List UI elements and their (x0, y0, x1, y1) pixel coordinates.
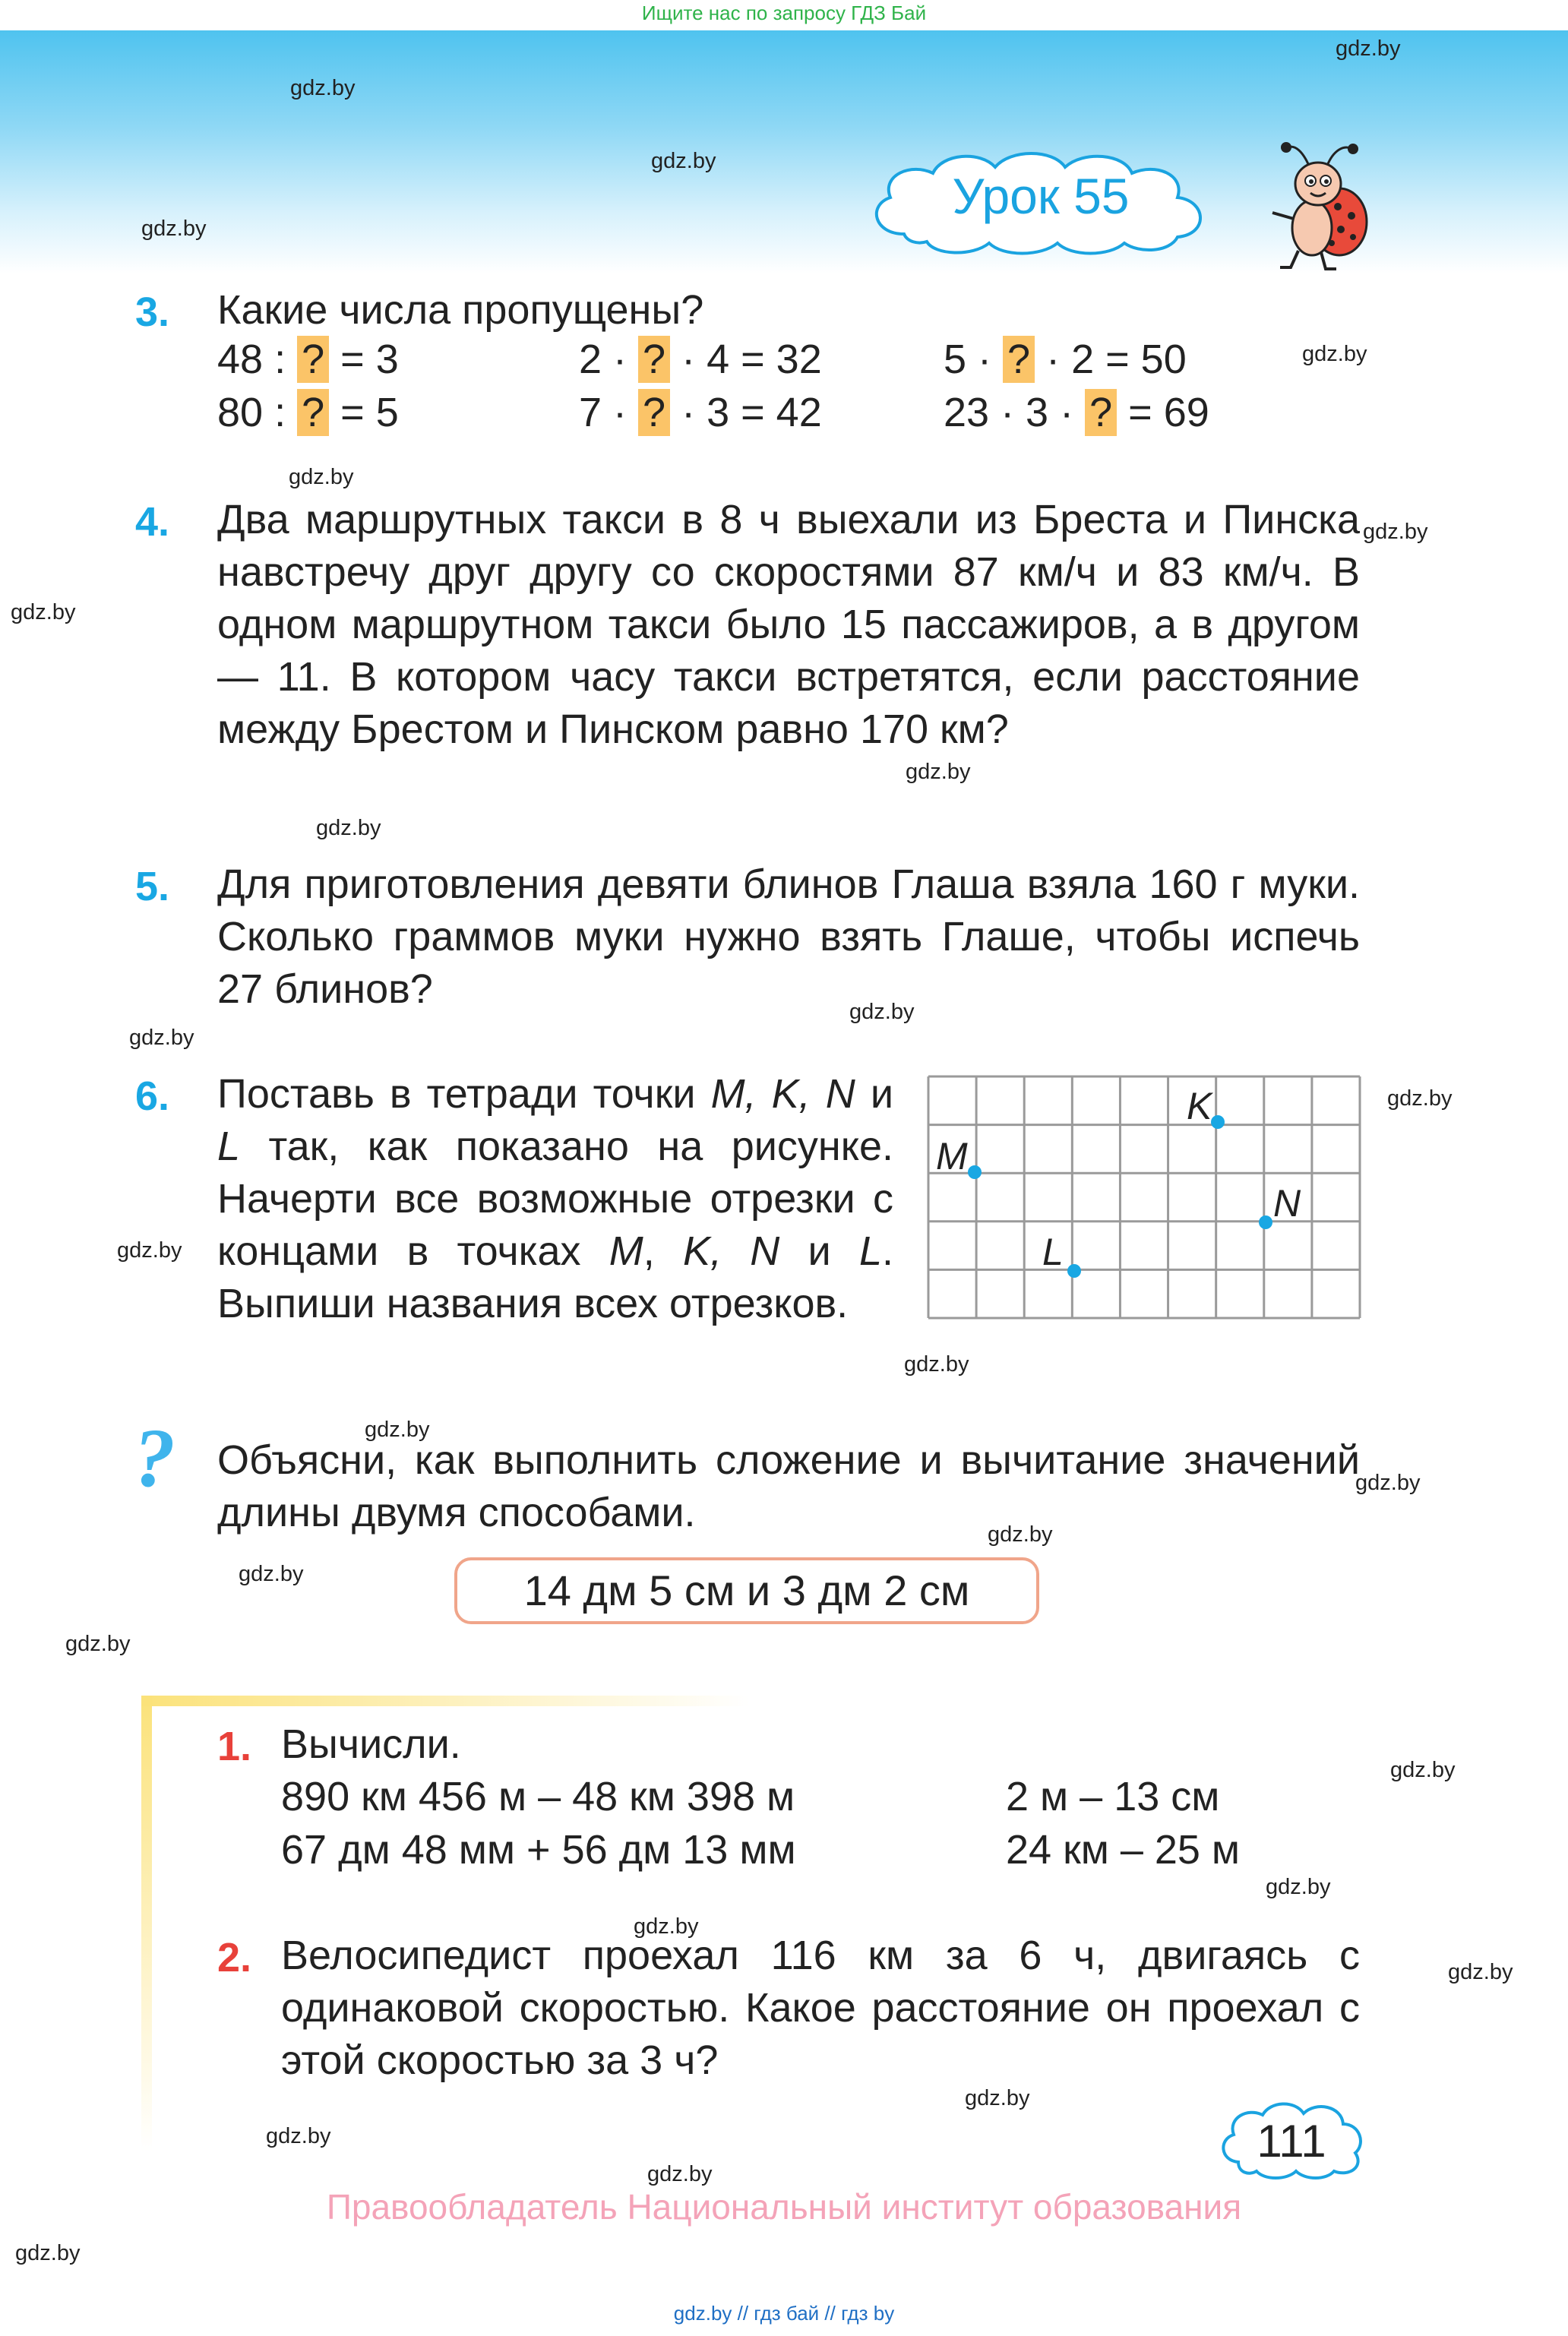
watermark: gdz.by (15, 2241, 81, 2265)
equation: 48 : ? = 3 (217, 337, 399, 382)
watermark: gdz.by (634, 1914, 699, 1939)
watermark: gdz.by (988, 1522, 1053, 1547)
equation: 7 · ? · 3 = 42 (579, 390, 822, 435)
watermark: gdz.by (1387, 1086, 1453, 1111)
task-3-title: Какие числа пропущены? (217, 287, 704, 333)
watermark: gdz.by (129, 1026, 194, 1050)
task-4-text: Два маршрутных такси в 8 ч выехали из Бреста и Пинска навстречу друг другу со скоростями 87 км/ч и 83 км/ч. В одном маршрутном такси было 15 пассажиров, а в другом — 11. В котором часу такси встретятся, если расстояние между Брестом и Пинском равно 170 км? (217, 497, 1360, 752)
missing-number-box: ? (297, 336, 329, 383)
watermark: gdz.by (65, 1632, 131, 1656)
missing-number-box: ? (1085, 389, 1117, 436)
top-search-note[interactable]: Ищите нас по запросу ГДЗ Бай (641, 2, 927, 24)
equation: 23 · 3 · ? = 69 (944, 390, 1209, 435)
watermark: gdz.by (290, 76, 356, 100)
task-6-text: Поставь в тетради точки M, K, N и L так, как показано на рисунке. Начерти все возможные отрезки с концами в точках M, K, N и L. Выпиши названия всех отрезков. (217, 1071, 894, 1326)
question-mark-icon (129, 1421, 198, 1497)
watermark: gdz.by (1448, 1960, 1513, 1984)
watermark: gdz.by (647, 2162, 713, 2186)
watermark: gdz.by (1266, 1875, 1331, 1899)
watermark: gdz.by (11, 600, 76, 624)
svg-text:?: ? (134, 1421, 175, 1497)
review-expression: 890 км 456 м – 48 км 398 м (281, 1774, 795, 1819)
review-1-number: 1. (217, 1724, 252, 1769)
watermark: gdz.by (651, 149, 716, 173)
equation: 2 · ? · 4 = 32 (579, 337, 822, 382)
point-n-label: N (1273, 1182, 1301, 1225)
task-5-number: 5. (135, 864, 170, 909)
watermark: gdz.by (849, 1000, 915, 1024)
missing-number-box: ? (297, 389, 329, 436)
equation: 80 : ? = 5 (217, 390, 399, 435)
watermark: gdz.by (316, 816, 381, 840)
point-l-dot (1067, 1264, 1081, 1278)
page-number: 111 (1257, 2116, 1326, 2167)
point-grid-figure (927, 1075, 1361, 1320)
missing-number-box: ? (1003, 336, 1035, 383)
watermark: gdz.by (141, 217, 207, 241)
watermark: gdz.by (965, 2086, 1030, 2110)
missing-number-box: ? (638, 389, 670, 436)
equation: 5 · ? · 2 = 50 (944, 337, 1187, 382)
watermark: gdz.by (117, 1238, 182, 1263)
watermark: gdz.by (906, 760, 971, 784)
lesson-title: Урок 55 (952, 168, 1130, 224)
point-n-dot (1259, 1215, 1272, 1229)
missing-number-box: ? (638, 336, 670, 383)
task-4-number: 4. (135, 499, 170, 545)
review-expression: 67 дм 48 мм + 56 дм 13 мм (281, 1827, 796, 1873)
watermark: gdz.by (1302, 342, 1367, 366)
task-5-text: Для приготовления девяти блинов Глаша взяла 160 г муки. Сколько граммов муки нужно взять Глаше, чтобы испечь 27 блинов? (217, 861, 1360, 1012)
watermark: gdz.by (1336, 36, 1401, 61)
bottom-nav-links[interactable]: gdz.by // гдз бай // гдз by (673, 2302, 895, 2325)
watermark: gdz.by (1363, 520, 1428, 544)
point-k-label: K (1187, 1085, 1212, 1127)
watermark: gdz.by (266, 2124, 331, 2148)
ladybug-mascot-icon (1265, 137, 1379, 277)
point-m-dot (968, 1165, 982, 1179)
review-expression: 2 м – 13 см (1006, 1774, 1220, 1819)
watermark: gdz.by (239, 1562, 304, 1586)
watermark: gdz.by (1390, 1758, 1456, 1782)
task-6-number: 6. (135, 1073, 170, 1119)
task-3-number: 3. (135, 289, 170, 335)
watermark: gdz.by (904, 1352, 969, 1377)
point-k-dot (1211, 1115, 1225, 1129)
watermark: gdz.by (289, 465, 354, 489)
point-l-label: L (1042, 1231, 1064, 1273)
review-1-title: Вычисли. (281, 1721, 461, 1767)
review-2-text: Велосипедист проехал 116 км за 6 ч, двигаясь с одинаковой скоростью. Какое расстояние он проехал с этой скоростью за 3 ч? (281, 1933, 1360, 2083)
watermark: gdz.by (365, 1418, 430, 1442)
example-box: 14 дм 5 см и 3 дм 2 см (454, 1557, 1039, 1624)
question-text: Объясни, как выполнить сложение и вычитание значений длины двумя способами. (217, 1437, 1360, 1535)
point-m-label: M (936, 1135, 968, 1177)
review-expression: 24 км – 25 м (1006, 1827, 1241, 1873)
copyright-footer: Правообладатель Национальный институт образования (326, 2187, 1242, 2227)
watermark: gdz.by (1355, 1471, 1421, 1495)
review-2-number: 2. (217, 1935, 252, 1980)
